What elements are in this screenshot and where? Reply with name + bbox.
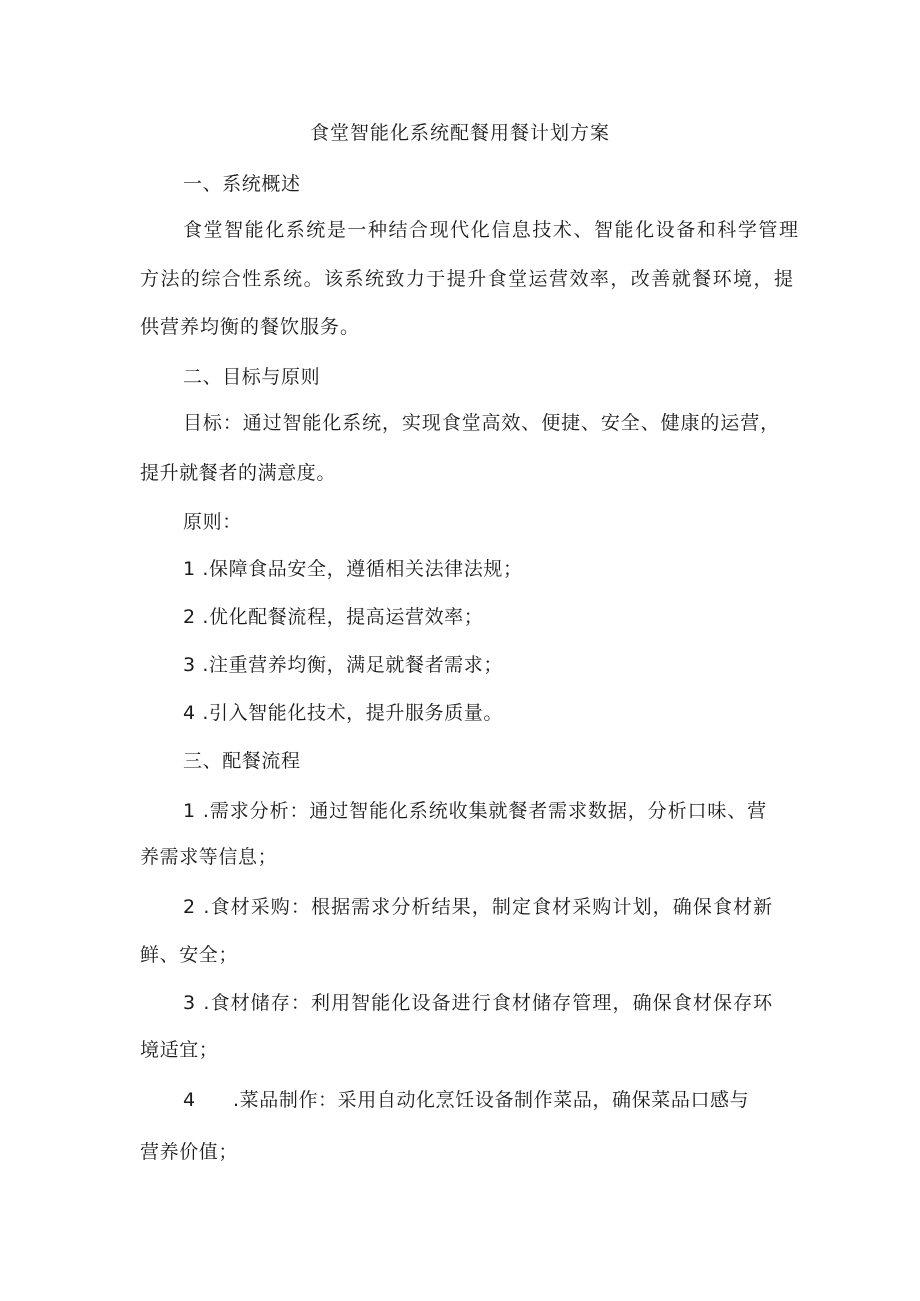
- process-item-line: 3 .食材储存：利用智能化设备进行食材储存管理，确保食材保存环: [183, 992, 774, 1014]
- goal-paragraph-line: 目标：通过智能化系统，实现食堂高效、便捷、安全、健康的运营，: [183, 412, 781, 434]
- document-title: 食堂智能化系统配餐用餐计划方案: [309, 122, 610, 144]
- section-heading-goals: 二、目标与原则: [183, 366, 321, 388]
- process-item-4-text: .菜品制作：采用自动化烹饪设备制作菜品，确保菜品口感与: [233, 1089, 750, 1111]
- principle-item: 2 .优化配餐流程，提高运营效率；: [183, 606, 484, 628]
- process-item-4-number: 4: [183, 1089, 196, 1111]
- process-item-line: 营养价值；: [140, 1141, 239, 1163]
- principle-item: 3 .注重营养均衡，满足就餐者需求；: [183, 654, 503, 676]
- overview-paragraph-line: 供营养均衡的餐饮服务。: [140, 316, 361, 338]
- goal-paragraph-line: 提升就餐者的满意度。: [140, 462, 337, 484]
- process-item-line: 境适宜；: [140, 1039, 219, 1061]
- principle-item: 1 .保障食品安全，遵循相关法律法规；: [183, 558, 523, 580]
- process-item-line: 1 .需求分析：通过智能化系统收集就餐者需求数据，分析口味、营: [183, 800, 768, 822]
- process-item-line: 鲜、安全；: [140, 944, 239, 966]
- process-item-4: [183, 1086, 749, 1114]
- overview-paragraph-line: 方法的综合性系统。该系统致力于提升食堂运营效率，改善就餐环境，提: [140, 268, 795, 290]
- principle-label: 原则：: [183, 511, 242, 533]
- process-item-line: 养需求等信息；: [140, 846, 278, 868]
- overview-paragraph-line: 食堂智能化系统是一种结合现代化信息技术、智能化设备和科学管理: [183, 219, 800, 241]
- process-item-line: 2 .食材采购：根据需求分析结果，制定食材采购计划，确保食材新: [183, 896, 774, 918]
- section-heading-process: 三、配餐流程: [183, 750, 301, 772]
- principle-item: 4 .引入智能化技术，提升服务质量。: [183, 702, 503, 724]
- section-heading-overview: 一、系统概述: [183, 173, 301, 195]
